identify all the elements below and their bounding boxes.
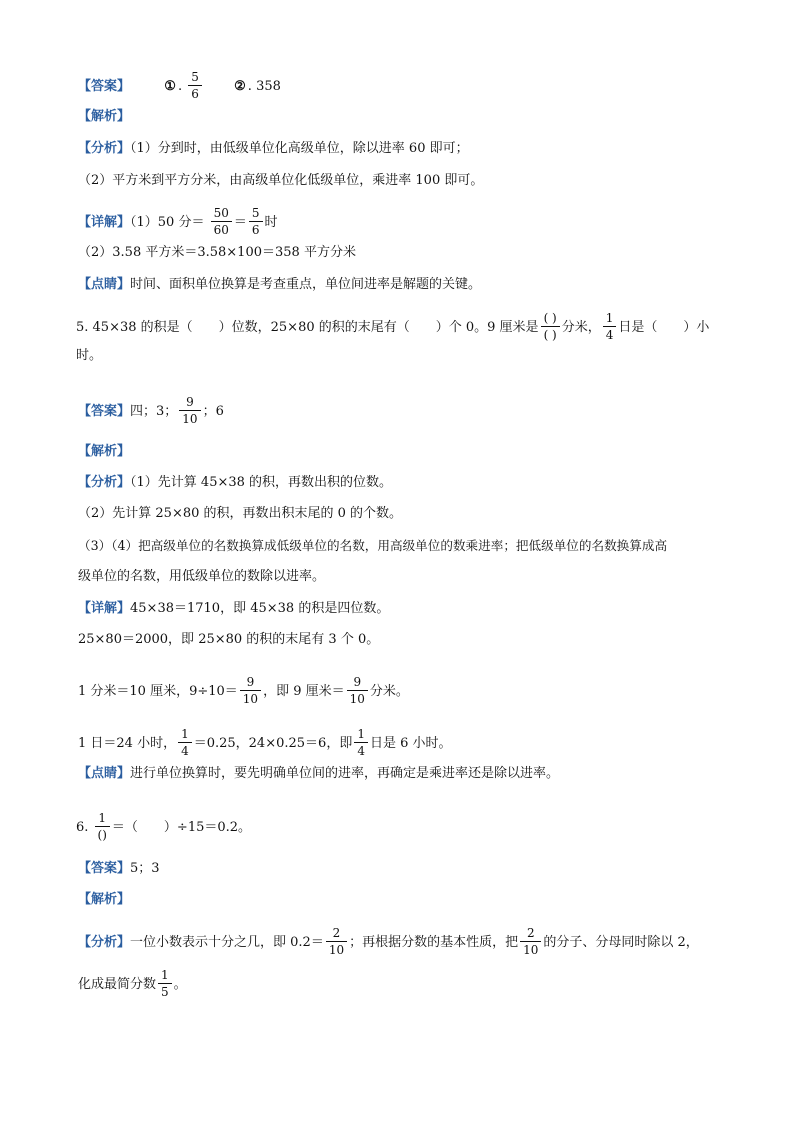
analysis-text: 一位小数表示十分之几，即 0.2＝: [130, 935, 324, 950]
unit-text: 时: [264, 215, 278, 230]
fraction: $\frac{1}{5}$: [158, 969, 172, 998]
detail-tag: 【详解】: [78, 215, 131, 230]
q4-jiexi: [78, 108, 130, 126]
analysis-text: （2）先计算 25×80 的积，再数出积末尾的 0 的个数。: [78, 506, 403, 521]
answer-text: 四；3；: [130, 404, 178, 419]
analysis-tag: 【分析】: [78, 935, 131, 950]
q5-detail-1: [78, 600, 389, 618]
question-text: 分米，: [561, 320, 601, 335]
detail-text: 1 分米＝10 厘米，9÷10＝: [78, 684, 238, 699]
q6-answer-line: [78, 860, 160, 878]
fraction: $\frac{5}{6}$: [188, 71, 202, 100]
jiexi-tag: 【解析】: [78, 444, 131, 459]
fraction: $\frac{9}{10}$: [347, 676, 368, 705]
q5-analysis-2: [78, 505, 402, 523]
fraction: $\frac{1}{4}$: [603, 312, 617, 341]
fraction: $\frac{2}{10}$: [520, 927, 541, 956]
detail-text: ＝0.25，24×0.25＝6，即: [193, 736, 353, 751]
answer-value: 358: [256, 79, 281, 94]
q5-detail-2: [78, 631, 379, 649]
answer-tag: 【答案】: [78, 861, 131, 876]
dianjing-text: 进行单位换算时，要先明确单位间的进率，再确定是乘进率还是除以进率。: [130, 766, 560, 781]
circle-number-1: ①: [164, 79, 176, 94]
fraction: $\frac{1}{()}$: [95, 812, 110, 841]
dianjing-text: 时间、面积单位换算是考查重点，单位间进率是解题的关键。: [130, 277, 482, 292]
q6-jiexi: [78, 891, 130, 909]
detail-text: 分米。: [369, 684, 409, 699]
answer-tag: 【答案】: [78, 79, 131, 94]
q5-analysis-3b: [78, 568, 325, 586]
question-text: 日是（ ）小: [618, 320, 710, 335]
detail-text: （2）3.58 平方米＝3.58×100＝358 平方分米: [78, 245, 356, 260]
q4-dianjing: [78, 276, 481, 294]
detail-text: 日是 6 小时。: [369, 736, 452, 751]
detail-text: ，即 9 厘米＝: [263, 684, 345, 699]
analysis-text: （1）先计算 45×38 的积，再数出积的位数。: [130, 475, 393, 490]
fraction: $\frac{5}{6}$: [249, 207, 263, 236]
analysis-text: （2）平方米到平方分米，由高级单位化低级单位，乘进率 100 即可。: [78, 173, 484, 188]
q5-detail-4: [78, 727, 452, 758]
q5-detail-3: [78, 675, 409, 706]
q5-dianjing: [78, 765, 559, 783]
analysis-text: 的分子、分母同时除以 2，: [543, 935, 699, 950]
question-text: 6.: [76, 820, 89, 835]
detail-text: 45×38＝1710，即 45×38 的积是四位数。: [130, 601, 390, 616]
detail-tag: 【详解】: [78, 601, 131, 616]
fraction: $\frac{9}{10}$: [240, 676, 261, 705]
jiexi-tag: 【解析】: [78, 109, 131, 124]
equals-sign: ＝: [233, 215, 247, 230]
answer-text: 5；3: [130, 861, 160, 876]
question-text: ＝（ ）÷15＝0.2。: [111, 820, 252, 835]
q4-answer-line: 【答案】 ① . $\frac{5}{6}$ ② . 358: [78, 70, 281, 101]
q4-detail-1: [78, 206, 278, 237]
detail-text: 1 日＝24 小时，: [78, 736, 177, 751]
analysis-tag: 【分析】: [78, 141, 131, 156]
fraction: $\frac{( )}{( )}$: [541, 312, 560, 341]
q6-analysis-2: [78, 968, 187, 999]
q5-stem-line-2: [76, 347, 102, 365]
fraction: $\frac{1}{4}$: [354, 728, 368, 757]
q5-answer-line: [78, 395, 224, 426]
analysis-text: ；再根据分数的基本性质，把: [349, 935, 519, 950]
circle-number-2: ②: [234, 79, 246, 94]
q6-stem: [76, 811, 252, 842]
q4-detail-2: [78, 244, 356, 262]
q4-analysis-1: [78, 140, 469, 158]
q5-jiexi: [78, 443, 130, 461]
analysis-text: （3）（4）把高级单位的名数换算成低级单位的名数，用高级单位的数乘进率；把低级单位的名数换算成高: [78, 538, 668, 553]
detail-text: 25×80＝2000，即 25×80 的积的末尾有 3 个 0。: [78, 632, 380, 647]
analysis-text: 。: [173, 977, 187, 992]
answer-tag: 【答案】: [78, 404, 131, 419]
analysis-tag: 【分析】: [78, 475, 131, 490]
fraction: $\frac{50}{60}$: [211, 207, 232, 236]
q5-analysis-3a: [78, 537, 667, 555]
dianjing-tag: 【点睛】: [78, 277, 131, 292]
q5-analysis-1: [78, 474, 392, 492]
answer-text: ；6: [202, 404, 224, 419]
analysis-text: 化成最简分数: [78, 977, 157, 992]
dianjing-tag: 【点睛】: [78, 766, 131, 781]
q4-analysis-2: [78, 172, 483, 190]
detail-text: （1）50 分＝: [130, 215, 205, 230]
fraction: $\frac{2}{10}$: [326, 927, 347, 956]
fraction: $\frac{9}{10}$: [179, 396, 200, 425]
q5-stem-line-1: [76, 311, 710, 342]
analysis-text: 级单位的名数，用低级单位的数除以进率。: [78, 569, 326, 584]
fraction: $\frac{1}{4}$: [178, 728, 192, 757]
question-text: 时。: [76, 348, 103, 363]
question-text: 5. 45×38 的积是（ ）位数，25×80 的积的末尾有（ ）个 0。9 厘米是: [76, 320, 539, 335]
analysis-text: （1）分到时，由低级单位化高级单位，除以进率 60 即可；: [130, 141, 469, 156]
jiexi-tag: 【解析】: [78, 892, 131, 907]
q6-analysis-1: [78, 926, 699, 957]
